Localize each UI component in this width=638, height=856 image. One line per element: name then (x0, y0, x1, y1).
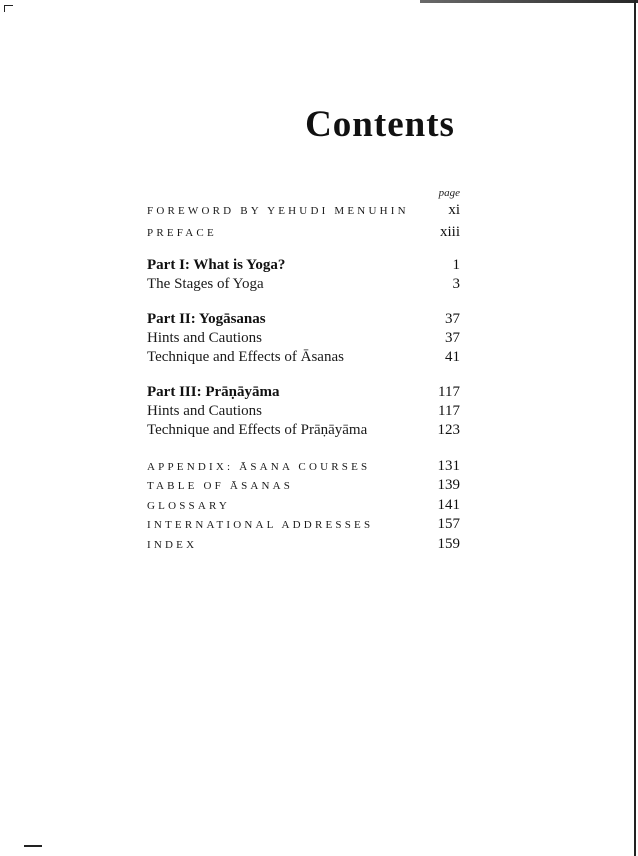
toc-entry-preface[interactable] (147, 224, 460, 242)
crop-mark-top-left (4, 5, 13, 12)
page-title: Contents (305, 104, 455, 145)
scan-top-edge (0, 0, 638, 3)
toc-entry-hints-cautions-pranayama[interactable] (147, 403, 460, 421)
toc-entry-stages-of-yoga[interactable] (147, 276, 460, 294)
toc-entry-label: Hints and Cautions (147, 403, 262, 419)
toc-entry-label: APPENDIX: ĀSANA COURSES (147, 461, 371, 473)
toc-entry-technique-pranayama[interactable] (147, 422, 460, 440)
toc-entry-part-2[interactable] (147, 311, 460, 329)
toc-entry-label: Technique and Effects of Āsanas (147, 349, 344, 365)
toc-entry-label: Part II: Yogāsanas (147, 311, 266, 327)
toc-entry-page: 37 (445, 311, 460, 327)
toc-entry-hints-cautions-asanas[interactable] (147, 330, 460, 348)
toc-entry-part-3[interactable] (147, 384, 460, 402)
toc-entry-page: 157 (437, 516, 460, 532)
toc-entry-label: Part I: What is Yoga? (147, 257, 286, 273)
toc-entry-page: 41 (445, 349, 460, 365)
toc-entry-label: PREFACE (147, 227, 217, 239)
toc-entry-page: 159 (437, 536, 460, 552)
toc-entry-table-of-asanas[interactable] (147, 477, 460, 495)
toc-entry-page: 139 (437, 477, 460, 493)
toc-entry-page: 37 (445, 330, 460, 346)
toc-entry-page: 117 (438, 384, 460, 400)
toc-entry-label: Part III: Prāṇāyāma (147, 384, 280, 400)
toc-entry-label: FOREWORD BY YEHUDI MENUHIN (147, 205, 409, 217)
toc-entry-international-addresses[interactable] (147, 516, 460, 534)
toc-entry-index[interactable] (147, 536, 460, 554)
toc-entry-label: Technique and Effects of Prāṇāyāma (147, 422, 368, 438)
toc-entry-glossary[interactable] (147, 497, 460, 515)
page-column-label: page (438, 187, 460, 199)
toc-entry-page: 131 (437, 458, 460, 474)
toc-entry-page: xi (448, 202, 460, 218)
toc-entry-label: Hints and Cautions (147, 330, 262, 346)
toc-entry-page: 141 (437, 497, 460, 513)
toc-entry-label: INTERNATIONAL ADDRESSES (147, 519, 374, 531)
toc-entry-page: xiii (439, 224, 460, 240)
toc-entry-technique-asanas[interactable] (147, 349, 460, 367)
toc-entry-label: TABLE OF ĀSANAS (147, 480, 294, 492)
toc-entry-label: The Stages of Yoga (147, 276, 264, 292)
toc-entry-page: 123 (437, 422, 460, 438)
toc-entry-label: GLOSSARY (147, 500, 231, 512)
toc-entry-page: 117 (438, 403, 460, 419)
toc-entry-appendix[interactable] (147, 458, 460, 476)
scan-right-edge (634, 0, 636, 856)
toc-entry-part-1[interactable] (147, 257, 460, 275)
crop-mark-bottom-left (24, 845, 42, 847)
toc-entry-page: 1 (452, 257, 460, 273)
toc-entry-label: INDEX (147, 539, 198, 551)
toc-entry-page: 3 (452, 276, 460, 292)
toc-entry-foreword[interactable] (147, 202, 460, 220)
